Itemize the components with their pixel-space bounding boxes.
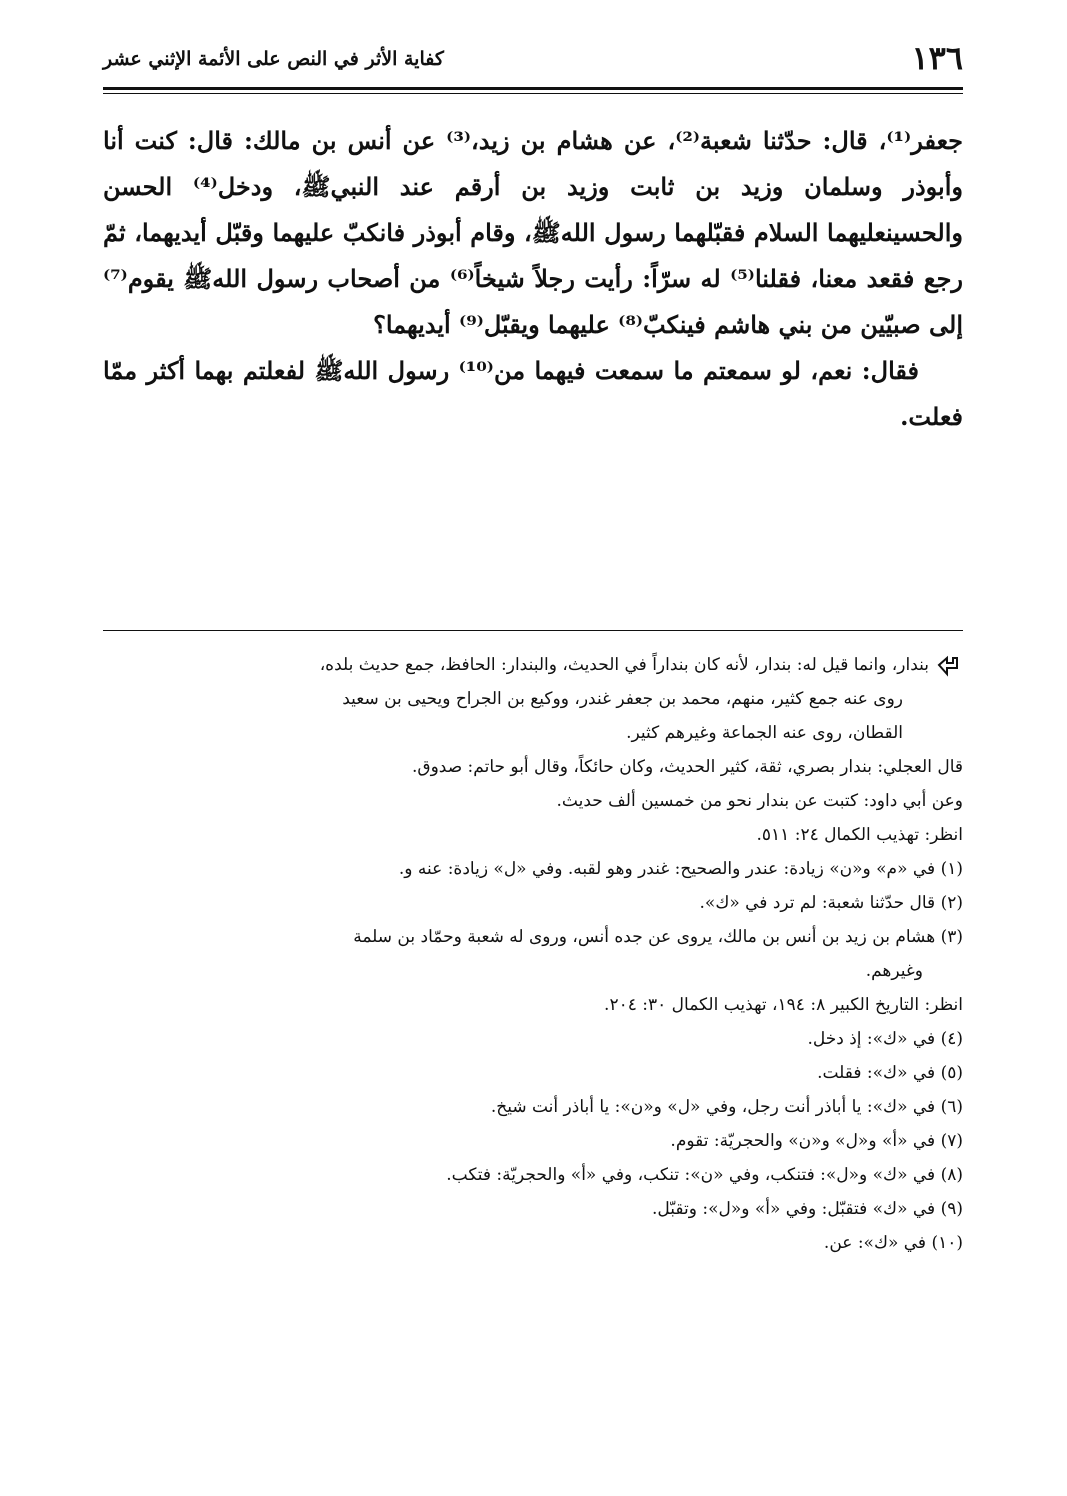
footnote-reference: انظر: تهذيب الكمال ٢٤: ٥١١. bbox=[756, 825, 963, 845]
footnote-7: (٧) في «أ» و«ل» و«ن» والحجريّة: تقوم. bbox=[670, 1131, 963, 1151]
footnote-3-reference: انظر: التاريخ الكبير ٨: ١٩٤، تهذيب الكمال ٣٠: ٢٠٤. bbox=[604, 995, 963, 1015]
header-rule-thick bbox=[103, 87, 963, 90]
footnote-bio-line: بندار، وانما قيل له: بندار، لأنه كان بنداراً في الحديث، والبندار: الحافظ، جمع حديث بلده، bbox=[103, 648, 963, 682]
footnote-marker-icon bbox=[935, 652, 963, 680]
footnote-8: (٨) في «ك» و«ل»: فتنكب، وفي «ن»: تنكب، وفي «أ» والحجريّة: فتكب. bbox=[446, 1165, 963, 1185]
footnote-3-continuation: وغيرهم. bbox=[865, 961, 923, 981]
main-text bbox=[103, 118, 963, 440]
footnote-bio-line: روى عنه جمع كثير، منهم، محمد بن جعفر غندر، ووكيع بن الجراح ويحيى بن سعيد bbox=[342, 689, 903, 709]
header-rule-thin bbox=[103, 93, 963, 94]
footnote-separator bbox=[103, 630, 963, 631]
main-paragraph-1: جعفر⁽¹⁾، قال: حدّثنا شعبة⁽²⁾، عن هشام بن زيد،⁽³⁾ عن أنس بن مالك: قال: كنت أنا وأبوذر وسلمان وزيد بن ثابت وزيد بن أرقم عند النبيﷺ، ودخل⁽⁴⁾ الحسن والحسينعليهما السلام فقبّلهما رسول اللهﷺ، وقام أبوذر فانكبّ عليهما وقبّل أيديهما، ثمّ رجع فقعد معنا، فقلنا⁽⁵⁾ له سرّاً: رأيت رجلاً شيخاً⁽⁶⁾ من أصحاب رسول اللهﷺ يقوم⁽⁷⁾ إلى صبيّين من بني هاشم فينكبّ⁽⁸⁾ عليهما ويقبّل⁽⁹⁾ أيديهما؟ bbox=[103, 126, 964, 339]
footnote-1: (١) في «م» و«ن» زيادة: عندر والصحيح: غندر وهو لقبه. وفي «ل» زيادة: عنه و. bbox=[398, 859, 963, 879]
footnote-4: (٤) في «ك»: إذ دخل. bbox=[807, 1029, 963, 1049]
footnote-10: (١٠) في «ك»: عن. bbox=[823, 1233, 963, 1253]
footnote-bio-line: القطان، روى عنه الجماعة وغيرهم كثير. bbox=[626, 723, 903, 743]
footnote-5: (٥) في «ك»: فقلت. bbox=[817, 1063, 963, 1083]
footnote-9: (٩) في «ك» فتقبّل: وفي «أ» و«ل»: وتقبّل. bbox=[651, 1199, 963, 1219]
footnote-bio-line: قال العجلي: بندار بصري، ثقة، كثير الحديث، وكان حائكاً، وقال أبو حاتم: صدوق. bbox=[411, 757, 963, 777]
footnote-3: (٣) هشام بن زيد بن أنس بن مالك، يروى عن جده أنس، وروى له شعبة وحمّاد بن سلمة bbox=[353, 927, 963, 947]
book-title: كفاية الأثر في النص على الأئمة الإثني عشر bbox=[103, 48, 444, 70]
main-paragraph-2: فقال: نعم، لو سمعتم ما سمعت فيهما من⁽¹⁰⁾ رسول اللهﷺ لفعلتم بهما أكثر ممّا فعلت. bbox=[103, 356, 963, 431]
running-header bbox=[103, 38, 963, 78]
page-number: ١٣٦ bbox=[911, 39, 963, 77]
footnote-6: (٦) في «ك»: يا أباذر أنت رجل، وفي «ل» و«ن»: يا أباذر أنت شيخ. bbox=[490, 1097, 963, 1117]
footnotes bbox=[103, 648, 963, 1260]
footnote-bio-line: وعن أبي داود: كتبت عن بندار نحو من خمسين ألف حديث. bbox=[556, 791, 963, 811]
footnote-2: (٢) قال حدّثنا شعبة: لم ترد في «ك». bbox=[699, 893, 963, 913]
